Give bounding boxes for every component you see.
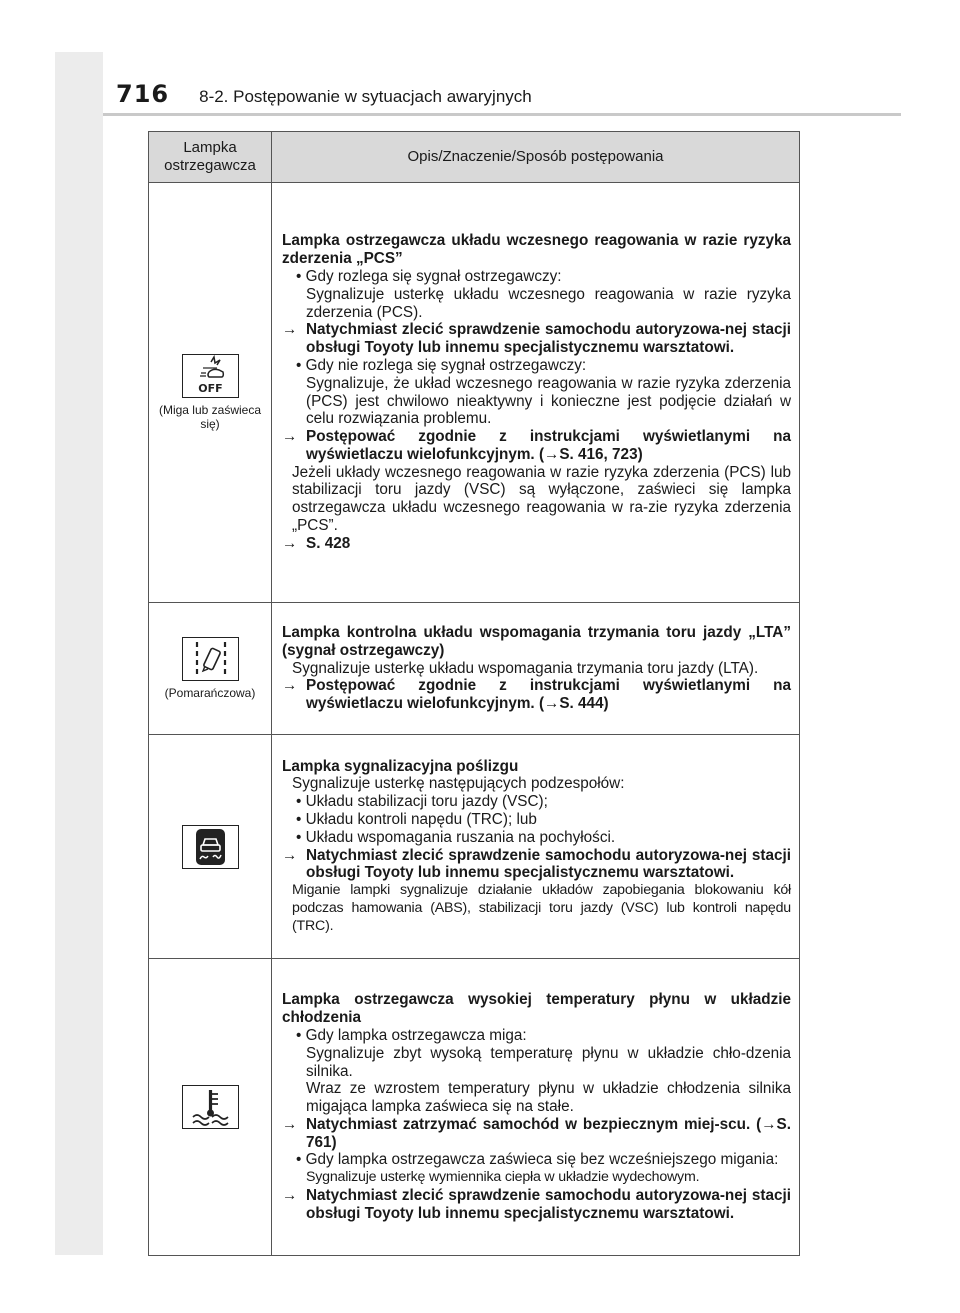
note-text: Miganie lampki sygnalizuje działanie układów zapobiegania blokowaniu kół podczas hamowania (ABS), stabilizacji toru jazdy (VSC) lub kontroli napędu (TRC). bbox=[292, 882, 791, 934]
lamp-cell bbox=[149, 183, 272, 603]
side-margin-bar bbox=[55, 52, 103, 1255]
bullet-text: Wraz ze wzrostem temperatury płynu w układzie chłodzenia silnika migająca lampka zaświeca się na stałe. bbox=[306, 1080, 791, 1116]
action-step bbox=[282, 428, 791, 464]
description-cell bbox=[272, 735, 800, 959]
slip-indicator-icon bbox=[182, 825, 239, 869]
note-text: Jeżeli układy wczesnego reagowania w razie ryzyka zderzenia (PCS) lub stabilizacji toru jazdy (VSC) są wyłączone, zaświeci się lampka ostrzegawcza układu wczesnego reagowania w ra-zie ryzyka zderzenia „PCS”. bbox=[292, 463, 791, 535]
arrow-icon: → bbox=[282, 677, 298, 695]
lamp-title: Lampka ostrzegawcza układu wczesnego reagowania w razie ryzyka zderzenia „PCS” bbox=[282, 232, 791, 268]
page-reference: S. 428 bbox=[306, 534, 351, 552]
action-text: Natychmiast zlecić sprawdzenie samochodu autoryzowa-nej stacji obsługi Toyoty lub innemu specjalistycznemu warsztatowi. bbox=[306, 321, 791, 357]
action-text: Natychmiast zlecić sprawdzenie samochodu autoryzowa-nej stacji obsługi Toyoty lub innemu specjalistycznemu warsztatowi. bbox=[306, 1187, 791, 1222]
lamp-cell bbox=[149, 959, 272, 1256]
page-header bbox=[116, 80, 532, 114]
action-text: Postępować zgodnie z instrukcjami wyświetlanymi na wyświetlaczu wielofunkcyjnym. bbox=[306, 677, 791, 713]
lamp-caption: (Pomarańczowa) bbox=[164, 686, 256, 700]
bullet-text: Sygnalizuje usterkę wymiennika ciepła w układzie wydechowym. bbox=[306, 1169, 700, 1186]
column-header-lamp: Lampka ostrzegawcza bbox=[149, 132, 272, 183]
list-item: • Układu kontroli napędu (TRC); lub bbox=[296, 810, 537, 828]
lamp-icon-text: OFF bbox=[197, 382, 223, 395]
description-cell bbox=[272, 183, 800, 603]
lamp-caption: (Miga lub zaświeca się) bbox=[158, 403, 262, 431]
table-row bbox=[149, 183, 800, 603]
lamp-title: Lampka kontrolna układu wspomagania trzymania toru jazdy „LTA” (sygnał ostrzegawczy) bbox=[282, 624, 791, 659]
description-text: Sygnalizuje usterkę układu wspomagania trzymania toru jazdy (LTA). bbox=[292, 659, 759, 677]
action-step bbox=[282, 677, 791, 713]
section-title: 8-2. Postępowanie w sytuacjach awaryjnych bbox=[199, 87, 532, 106]
arrow-icon: → bbox=[282, 534, 298, 552]
table-row bbox=[149, 735, 800, 959]
arrow-icon: → bbox=[282, 321, 298, 339]
page-reference: (→S. 444) bbox=[538, 695, 609, 713]
table-header-row bbox=[149, 132, 800, 183]
action-step bbox=[282, 847, 791, 883]
page-reference: (→S. 761) bbox=[306, 1115, 791, 1151]
page-number: 716 bbox=[116, 80, 170, 108]
coolant-temperature-icon bbox=[182, 1085, 239, 1129]
bullet-item: • Gdy lampka ostrzegawcza miga: bbox=[296, 1026, 527, 1044]
action-text: Natychmiast zatrzymać samochód w bezpiecznym miej-scu. bbox=[306, 1115, 751, 1133]
description-text: Sygnalizuje usterkę następujących podzespołów: bbox=[292, 775, 625, 793]
column-header-description: Opis/Znaczenie/Sposób postępowania bbox=[272, 132, 800, 183]
bullet-item: • Gdy lampka ostrzegawcza zaświeca się bez wcześniejszego migania: bbox=[296, 1151, 779, 1169]
description-cell bbox=[272, 603, 800, 735]
lamp-cell bbox=[149, 603, 272, 735]
description-cell bbox=[272, 959, 800, 1256]
action-step bbox=[282, 535, 791, 553]
bullet-item: • Gdy nie rozlega się sygnał ostrzegawczy: bbox=[296, 356, 587, 374]
warning-lamps-table bbox=[148, 131, 800, 1256]
arrow-icon: → bbox=[282, 428, 298, 446]
arrow-icon: → bbox=[282, 846, 298, 864]
bullet-text: Sygnalizuje, że układ wczesnego reagowania w razie ryzyka zderzenia (PCS) jest chwilowo nieaktywny i konieczne jest podjęcie działań w celu rozwiązania problemu. bbox=[306, 374, 791, 428]
bullet-text: Sygnalizuje usterkę układu wczesnego reagowania w razie ryzyka zderzenia (PCS). bbox=[306, 285, 791, 321]
arrow-icon: → bbox=[282, 1187, 298, 1205]
bullet-item: • Gdy rozlega się sygnał ostrzegawczy: bbox=[296, 267, 562, 285]
lane-assist-icon bbox=[182, 637, 239, 681]
action-step bbox=[282, 1187, 791, 1223]
lamp-title: Lampka sygnalizacyjna poślizgu bbox=[282, 757, 519, 775]
action-text: Postępować zgodnie z instrukcjami wyświetlanymi na wyświetlaczu wielofunkcyjnym. bbox=[306, 428, 791, 463]
bullet-text: Sygnalizuje zbyt wysoką temperaturę płynu w układzie chło-dzenia silnika. bbox=[306, 1044, 791, 1080]
pcs-off-icon bbox=[182, 354, 239, 398]
action-step bbox=[282, 321, 791, 357]
lamp-cell bbox=[149, 735, 272, 959]
table-row bbox=[149, 959, 800, 1256]
list-item: • Układu stabilizacji toru jazdy (VSC); bbox=[296, 793, 548, 811]
page-reference: (→S. 416, 723) bbox=[538, 445, 643, 463]
list-item: • Układu wspomagania ruszania na pochyłości. bbox=[296, 828, 616, 846]
arrow-icon: → bbox=[282, 1115, 298, 1133]
header-divider bbox=[103, 113, 901, 116]
table-row bbox=[149, 603, 800, 735]
action-text: Natychmiast zlecić sprawdzenie samochodu autoryzowa-nej stacji obsługi Toyoty lub innemu specjalistycznemu warsztatowi. bbox=[306, 846, 791, 882]
lamp-title: Lampka ostrzegawcza wysokiej temperatury płynu w układzie chłodzenia bbox=[282, 991, 791, 1027]
action-step bbox=[282, 1116, 791, 1152]
